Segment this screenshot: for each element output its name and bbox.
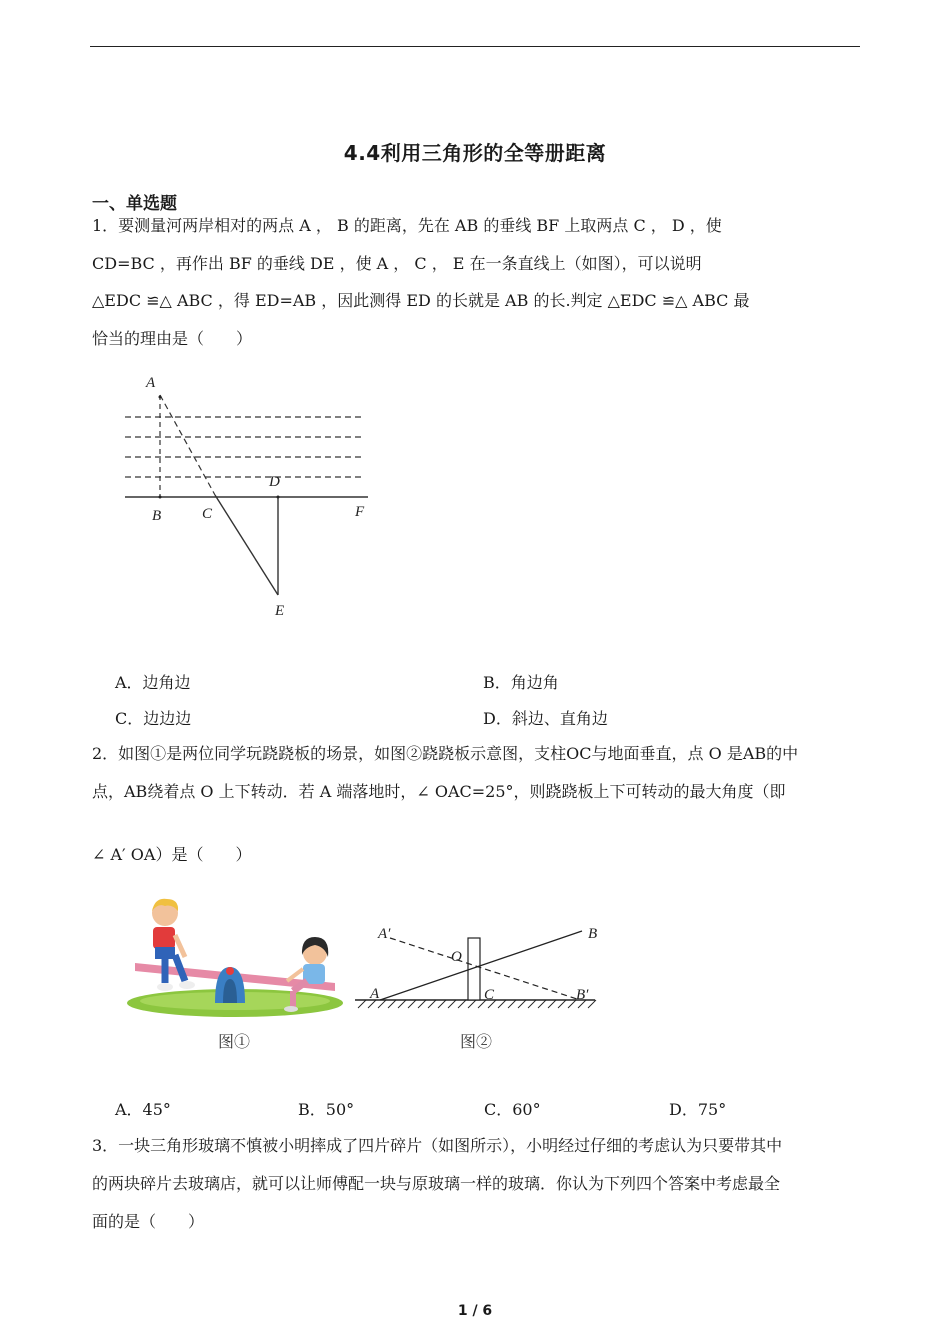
fig1-caption: 图① [218,1032,251,1051]
q1-label-b: B [152,508,162,524]
q1-line-3: △EDC ≌△ ABC ，得 ED=AB ，因此测得 ED 的长就是 AB 的长.判定 △EDC ≌△ ABC 最 [92,291,750,310]
seesaw-illustration [125,895,345,1025]
q2-label-a-prime: A′ [378,926,391,942]
q2-label-a: A [370,986,380,1002]
q1-label-f: F [355,504,365,520]
q3-line-3: 面的是（ ） [92,1212,205,1231]
page-title: 4.4利用三角形的全等册距离 [343,141,607,165]
q2-option-c[interactable]: C．60° [484,1100,541,1119]
q2-label-o: O [451,949,462,965]
q1-label-c: C [202,506,213,522]
q1-option-b[interactable]: B．角边角 [483,673,559,692]
q1-label-a: A [146,375,156,391]
header-rule [90,46,860,47]
q1-label-e: E [275,603,285,619]
q2-line-1: 2．如图①是两位同学玩跷跷板的场景，如图②跷跷板示意图，支柱OC与地面垂直，点 O 是AB的中 [92,744,799,763]
q3-line-2: 的两块碎片去玻璃店，就可以让师傅配一块与原玻璃一样的玻璃．你认为下列四个答案中考虑最全 [92,1174,781,1193]
q2-label-b: B [588,926,598,942]
q2-line-3: ∠ A′ OA）是（ ） [92,845,252,864]
q1-option-d[interactable]: D．斜边、直角边 [483,709,608,728]
q2-option-b[interactable]: B．50° [298,1100,355,1119]
q1-option-a[interactable]: A．边角边 [115,673,191,692]
q2-line-2: 点，AB绕着点 O 上下转动．若 A 端落地时，∠ OAC=25°，则跷跷板上下可转动的最大角度（即 [92,782,786,801]
page-number: 1 / 6 [457,1303,493,1319]
fig2-caption: 图② [460,1032,493,1051]
q1-line-1: 1．要测量河两岸相对的两点 A ， B 的距离，先在 AB 的垂线 BF 上取两点 C ， D ，使 [92,216,722,235]
q3-line-1: 3．一块三角形玻璃不慎被小明摔成了四片碎片（如图所示），小明经过仔细的考虑认为只要带其中 [92,1136,783,1155]
q2-label-c: C [484,987,495,1003]
q1-option-c[interactable]: C．边边边 [115,709,192,728]
seesaw-diagram [350,915,610,1015]
q2-label-b-prime: B′ [576,987,589,1003]
q1-label-d: D [269,474,280,490]
q2-option-d[interactable]: D．75° [669,1100,727,1119]
q1-line-4: 恰当的理由是（ ） [92,329,253,348]
q2-option-a[interactable]: A．45° [115,1100,171,1119]
q1-line-2: CD=BC ，再作出 BF 的垂线 DE ，使 A ， C ， E 在一条直线上（如图），可以说明 [92,254,702,273]
q1-river-figure [110,365,380,625]
section-heading: 一、单选题 [92,194,177,214]
